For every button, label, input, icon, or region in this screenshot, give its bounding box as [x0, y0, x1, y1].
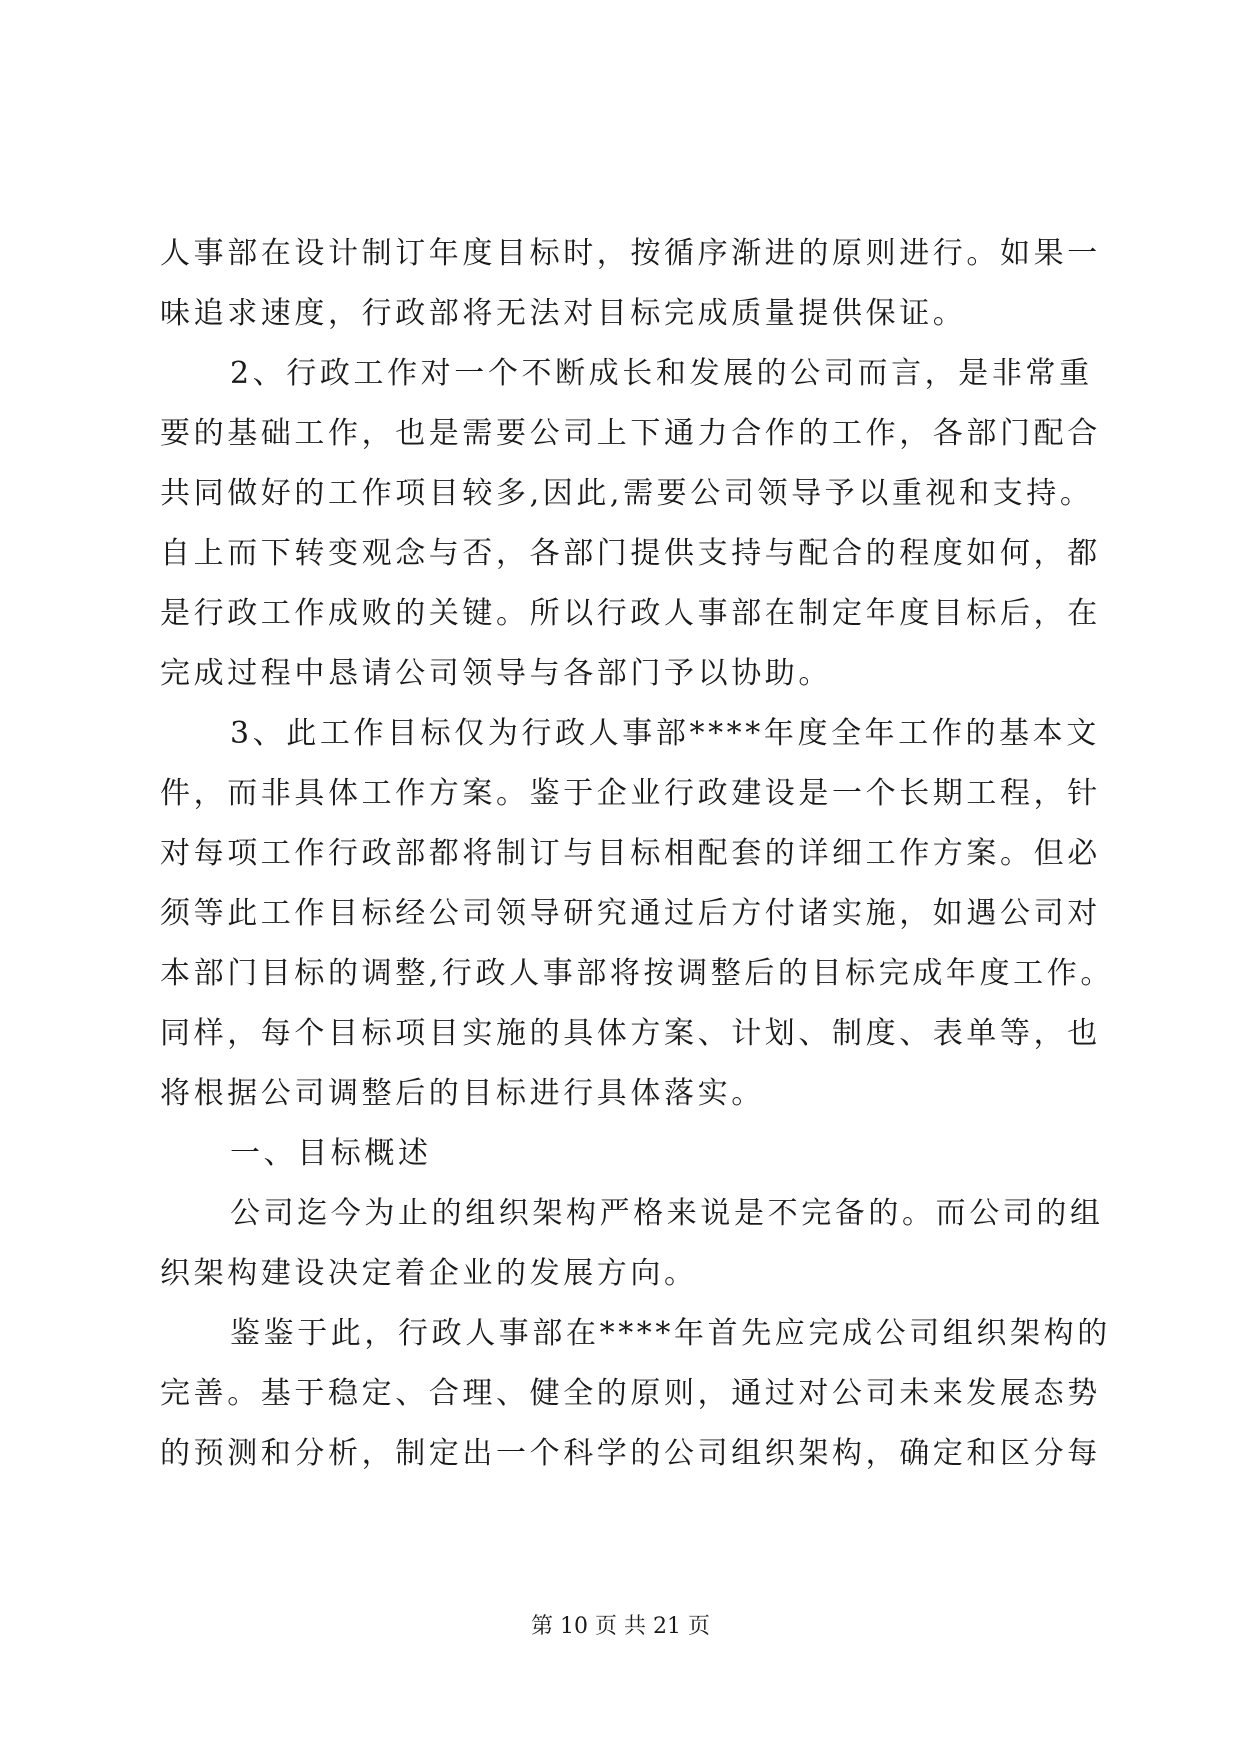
text-line-3: 2、行政工作对一个不断成长和发展的公司而言，是非常重	[230, 356, 1093, 391]
text-line-2: 味追求速度，行政部将无法对目标完成质量提供保证。	[160, 296, 967, 331]
text-line-18: 织架构建设决定着企业的发展方向。	[160, 1256, 698, 1291]
text-line-11: 对每项工作行政部都将制订与目标相配套的详细工作方案。但必	[160, 836, 1101, 871]
page-number-footer: 第 10 页 共 21 页	[531, 1614, 710, 1639]
text-line-12: 须等此工作目标经公司领导研究通过后方付诸实施，如遇公司对	[160, 896, 1101, 931]
text-line-10: 件，而非具体工作方案。鉴于企业行政建设是一个长期工程，针	[160, 776, 1101, 811]
text-line-7: 是行政工作成败的关键。所以行政人事部在制定年度目标后，在	[160, 596, 1101, 631]
text-line-9: 3、此工作目标仅为行政人事部****年度全年工作的基本文	[230, 716, 1100, 751]
text-line-1: 人事部在设计制订年度目标时，按循序渐进的原则进行。如果一	[160, 236, 1101, 271]
text-line-15: 将根据公司调整后的目标进行具体落实。	[160, 1076, 765, 1111]
text-line-13: 本部门目标的调整,行政人事部将按调整后的目标完成年度工作。	[160, 956, 1114, 991]
text-line-17: 公司迄今为止的组织架构严格来说是不完备的。而公司的组	[230, 1196, 1104, 1231]
text-line-5: 共同做好的工作项目较多,因此,需要公司领导予以重视和支持。	[160, 476, 1094, 511]
text-line-4: 要的基础工作，也是需要公司上下通力合作的工作，各部门配合	[160, 416, 1101, 451]
text-line-21: 的预测和分析，制定出一个科学的公司组织架构，确定和区分每	[160, 1436, 1101, 1471]
text-line-19: 鉴鉴于此，行政人事部在****年首先应完成公司组织架构的	[230, 1316, 1111, 1351]
text-line-20: 完善。基于稳定、合理、健全的原则，通过对公司未来发展态势	[160, 1376, 1101, 1411]
text-line-14: 同样，每个目标项目实施的具体方案、计划、制度、表单等，也	[160, 1016, 1101, 1051]
document-body	[160, 224, 1114, 1484]
text-line-6: 自上而下转变观念与否，各部门提供支持与配合的程度如何，都	[160, 536, 1101, 571]
section-heading: 一、目标概述	[230, 1136, 432, 1171]
text-line-8: 完成过程中恳请公司领导与各部门予以协助。	[160, 656, 832, 691]
